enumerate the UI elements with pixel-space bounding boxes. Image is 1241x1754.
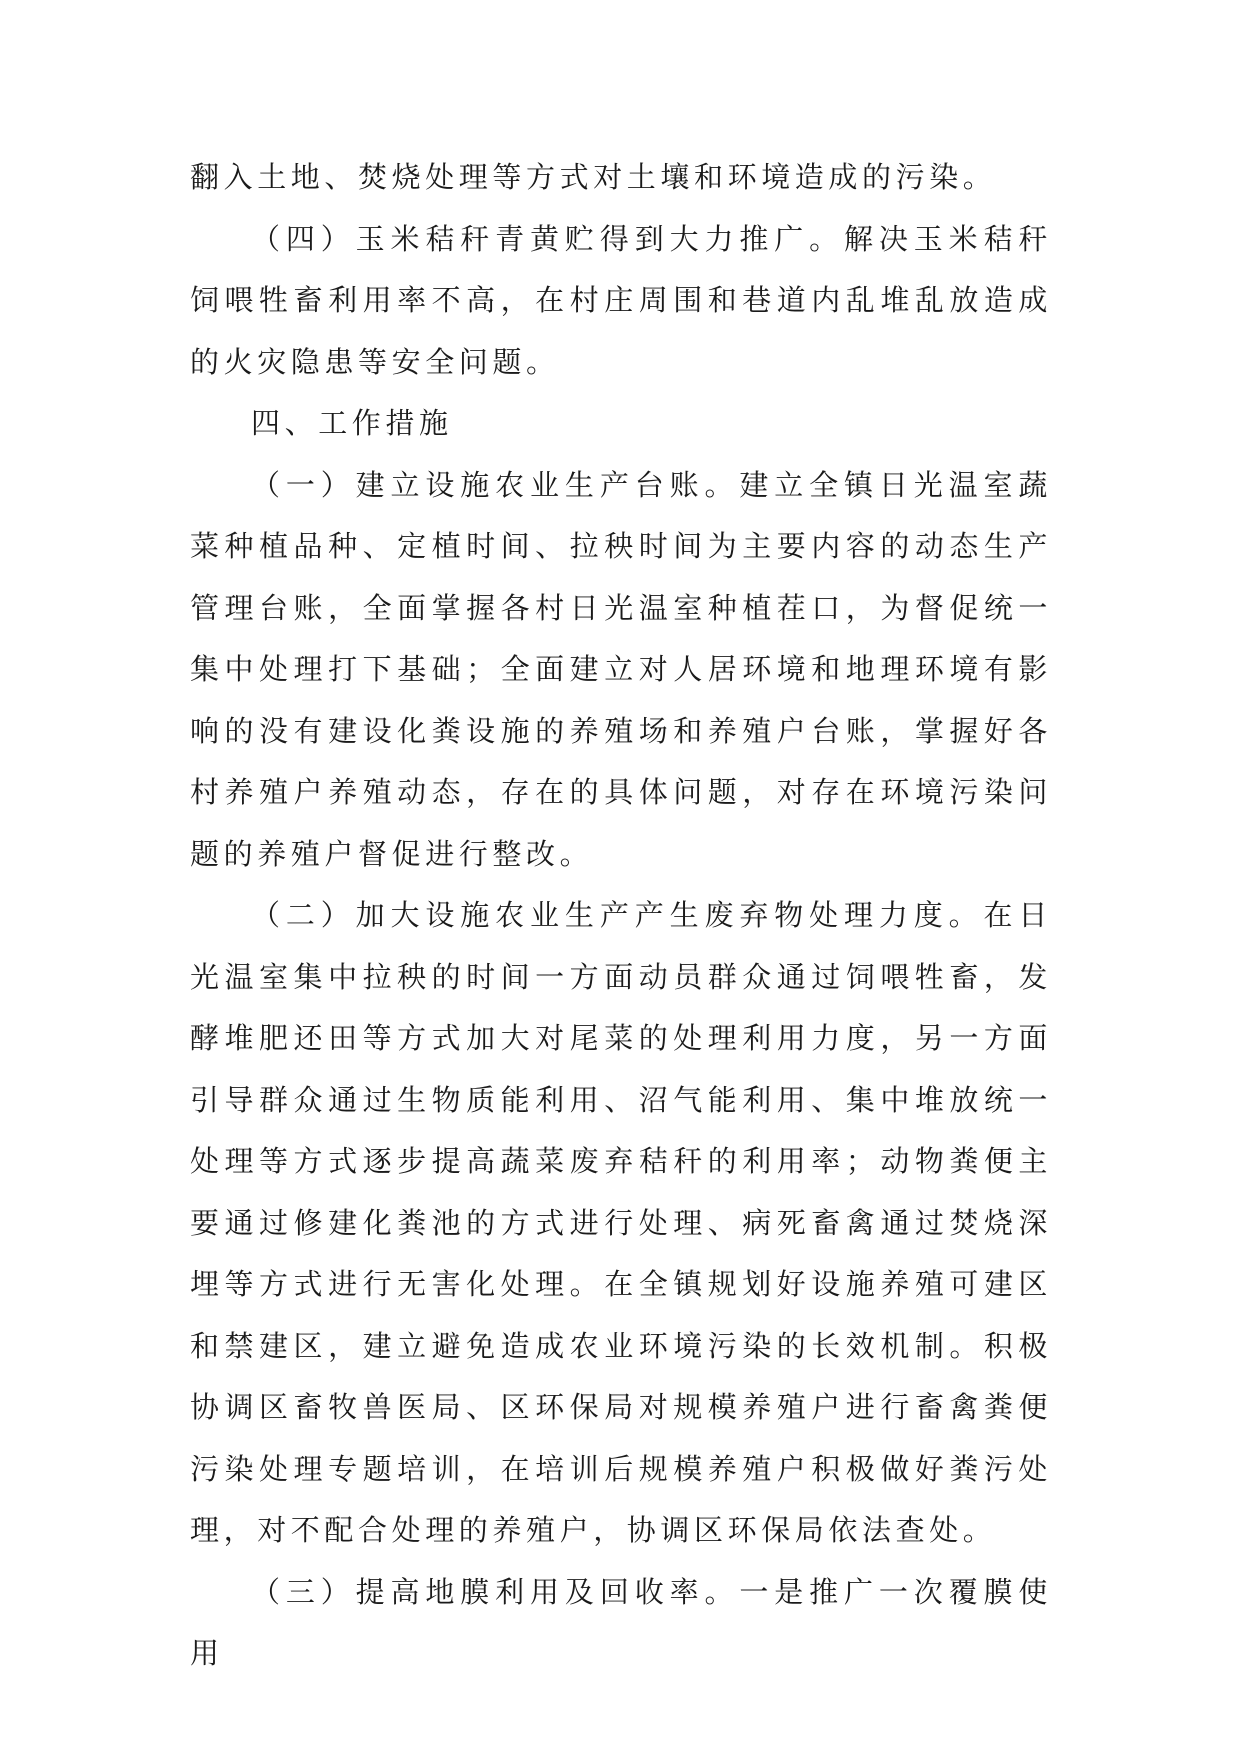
paragraph-item-four-corn-straw: （四）玉米秸秆青黄贮得到大力推广。解决玉米秸秆饲喂牲畜利用率不高，在村庄周围和巷道内乱堆乱放造成的火灾隐患等安全问题。	[190, 221, 1052, 379]
paragraph-measure-three-mulch-film: （三）提高地膜利用及回收率。一是推广一次覆膜使用	[190, 1574, 1052, 1670]
document-body	[190, 147, 1052, 1685]
paragraph-continuation: 翻入土地、焚烧处理等方式对土壤和环境造成的污染。	[190, 160, 997, 194]
paragraph-measure-one-ledger: （一）建立设施农业生产台账。建立全镇日光温室蔬菜种植品种、定植时间、拉秧时间为主要内容的动态生产管理台账，全面掌握各村日光温室种植茬口，为督促统一集中处理打下基础；全面建立对人居环境和地理环境有影响的没有建设化粪设施的养殖场和养殖户台账，掌握好各村养殖户养殖动态，存在的具体问题，对存在环境污染问题的养殖户督促进行整改。	[190, 467, 1052, 871]
paragraph-measure-two-waste: （二）加大设施农业生产产生废弃物处理力度。在日光温室集中拉秧的时间一方面动员群众通过饲喂牲畜，发酵堆肥还田等方式加大对尾菜的处理利用力度，另一方面引导群众通过生物质能利用、沼气能利用、集中堆放统一处理等方式逐步提高蔬菜废弃秸秆的利用率；动物粪便主要通过修建化粪池的方式进行处理、病死畜禽通过焚烧深埋等方式进行无害化处理。在全镇规划好设施养殖可建区和禁建区，建立避免造成农业环境污染的长效机制。积极协调区畜牧兽医局、区环保局对规模养殖户进行畜禽粪便污染处理专题培训，在培训后规模养殖户积极做好粪污处理，对不配合处理的养殖户，协调区环保局依法查处。	[190, 898, 1052, 1547]
section-heading-work-measures: 四、工作措施	[251, 406, 453, 440]
